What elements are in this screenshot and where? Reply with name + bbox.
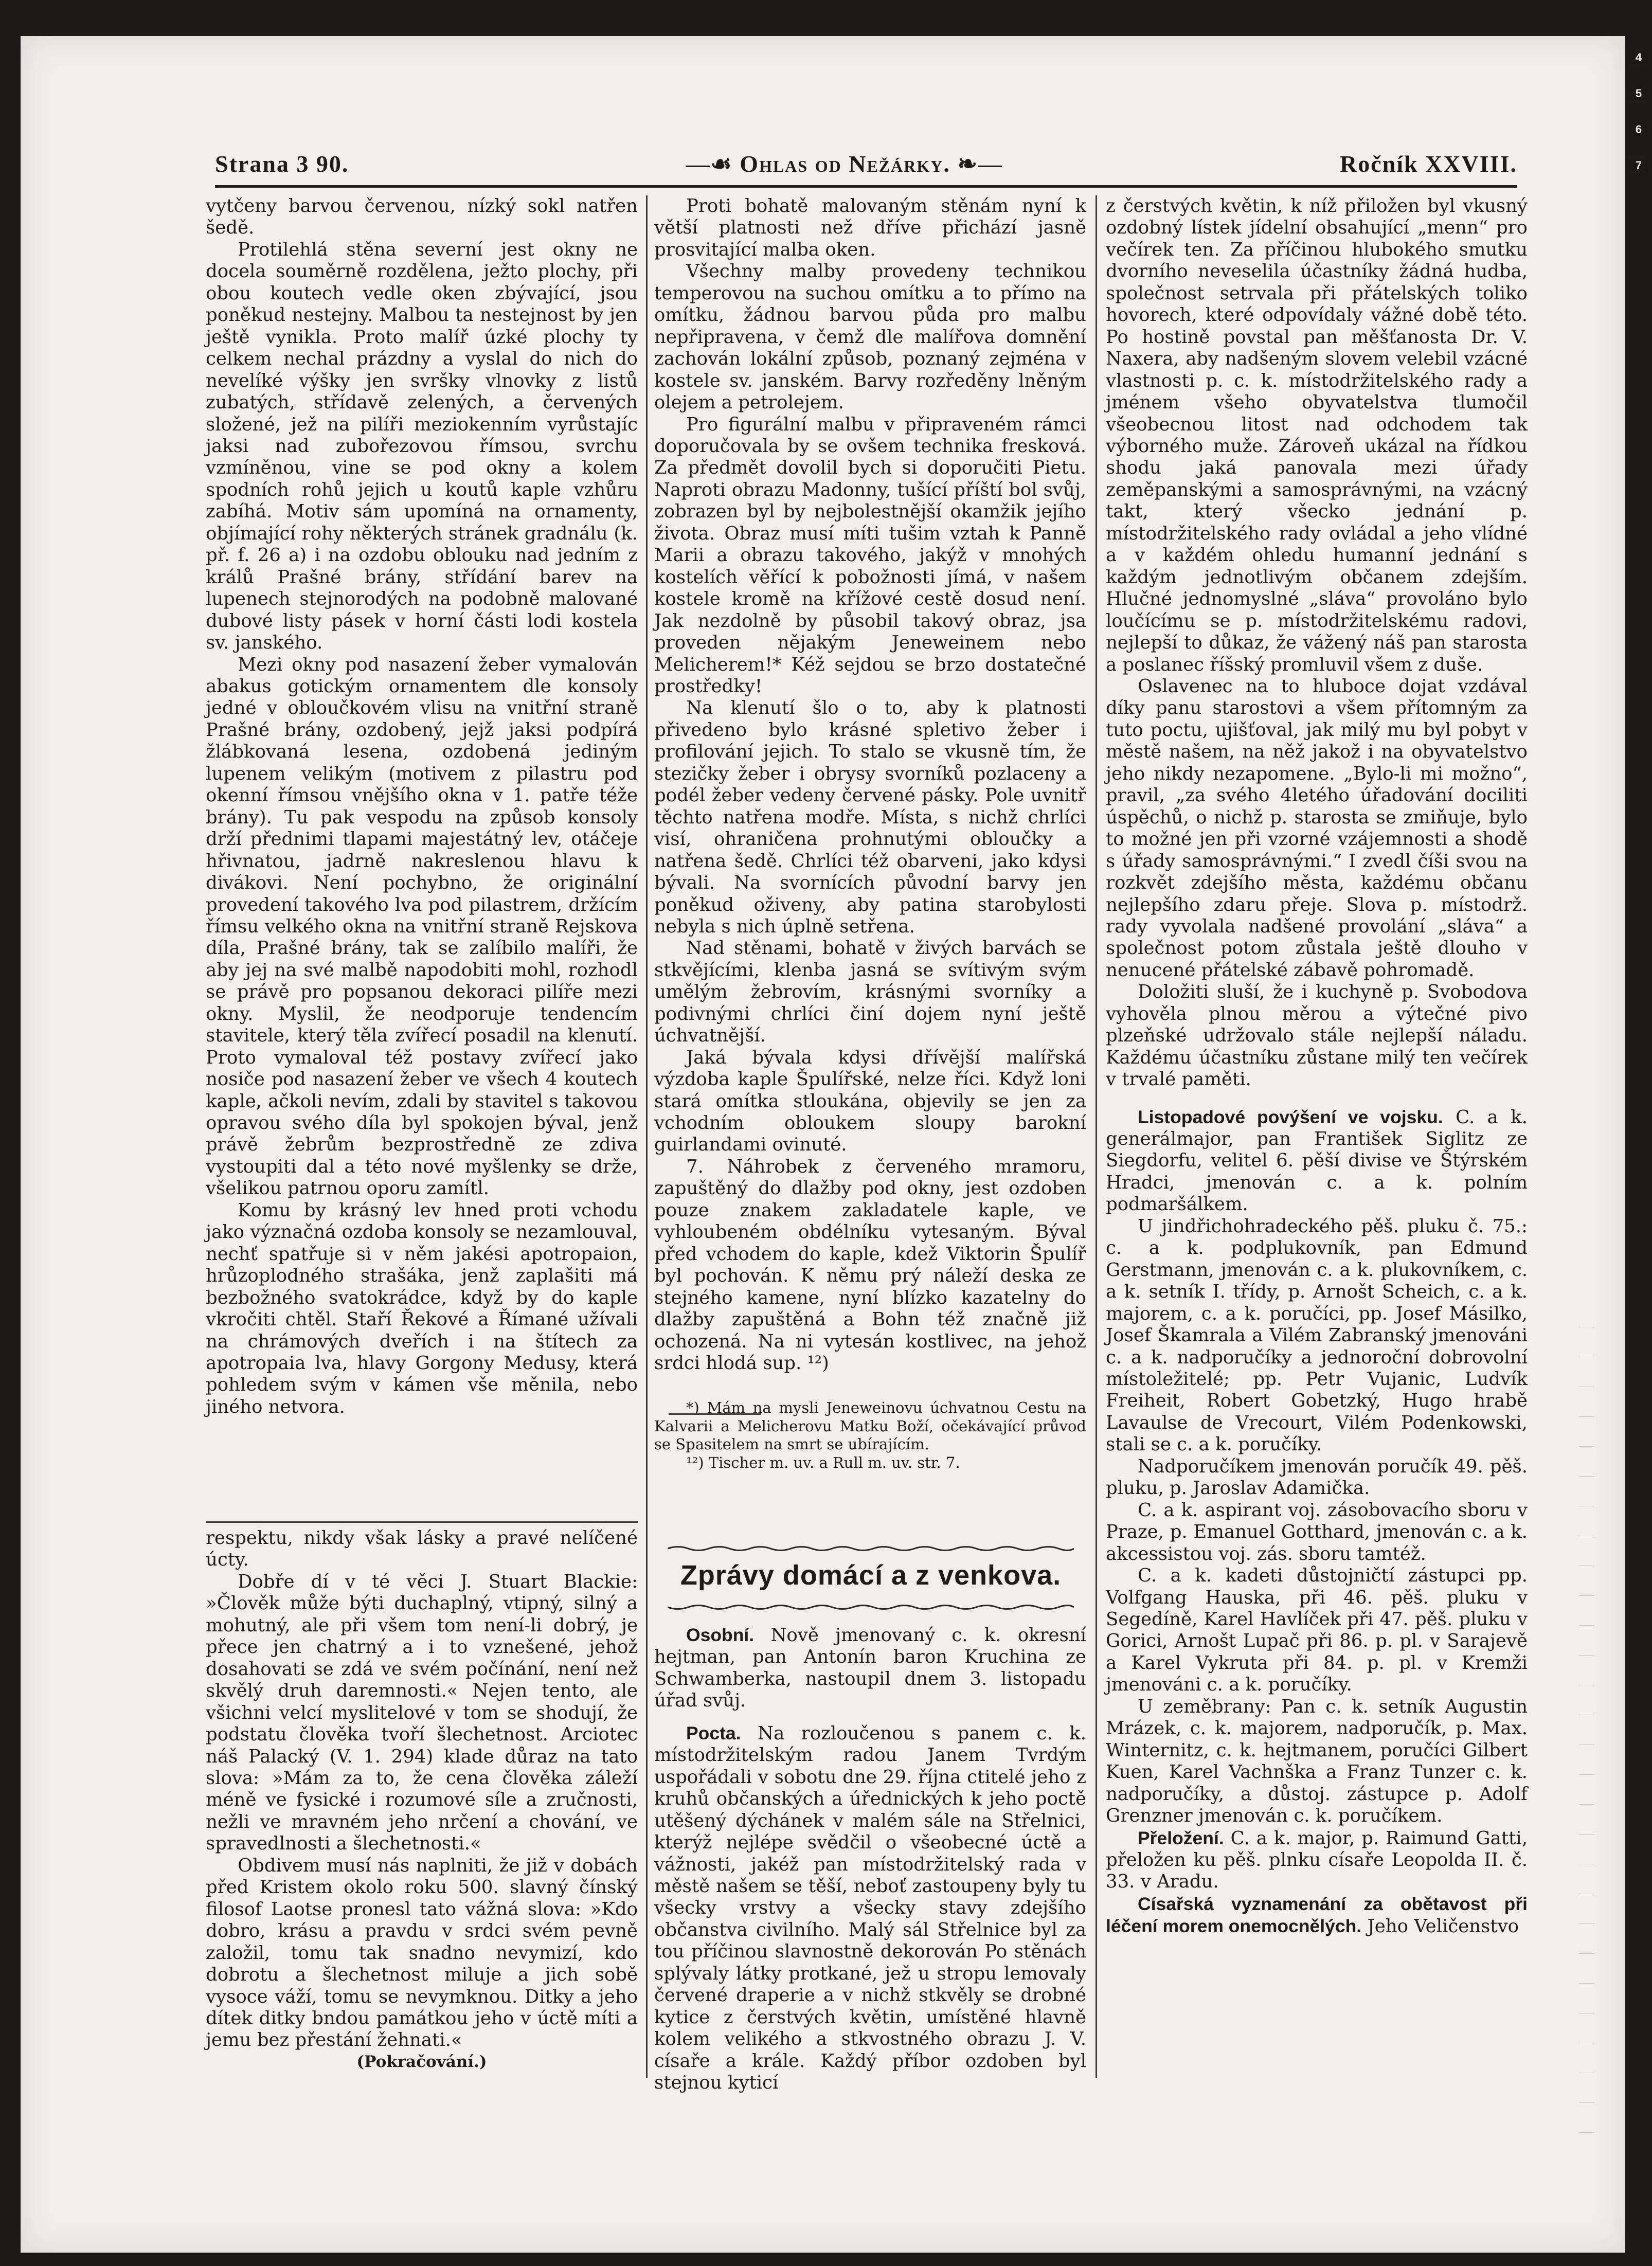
news-item — [1106, 1827, 1528, 1893]
paragraph: Protilehlá stěna severní jest okny ne docela souměrně rozdělena, ježto plochy, při obou koutech vedle oken zbývající, jsou poněkud nestejny. Malbou ta nestejnost by jen ještě vynikla. Proto malíř úzké plochy ty celkem nechal prázdny a vyslal do nich do nevelíké výšky jen svršky vlnovky z listů zubatých, střídavě zelených, a červených složené, jež na pilíři meziokenním vyrůstajíc jaksi nad zubořezovou římsou, svrchu vzmíněnou, vine se pod okny a kolem spodních rohů jejich u koutů kaple vzhůru zabíhá. Motiv sám upomíná na ornamenty, objímající rohy některých stránek gradnálu (k. př. f. 26 a) i na ozdobu oblouku nad jedním z králů Prašné brány, střídání barev na lupenech stejnorodých na podobně malované dubové listy pásek v horní části lodi kostela sv. janského. — [206, 239, 638, 654]
page-number: Strana 3 90. — [215, 150, 349, 177]
news-text: U zeměbrany: Pan c. k. setník Augustin Mrázek, c. k. majorem, nadporučík, p. Max. Winternitz, c. k. hejtmanem, poručíci Gilbert Kuen, Karel Vachnška a Franz Tunzer c. k. nadporučíky, a důstoj. zástupce p. Adolf Grenzner jmenován c. k. poručíkem. — [1106, 1696, 1528, 1827]
news-lead: Pocta. — [686, 1722, 741, 1743]
column-rule — [1096, 195, 1097, 2078]
news-item — [1106, 1500, 1528, 1565]
column-1-lower — [206, 1527, 638, 2072]
section-title: Zprávy domácí a z venkova. — [680, 1560, 1062, 1591]
news-text: Nově jmenovaný c. k. okresní hejtman, pan Antonín baron Kruchina ze Schwamberka, nastoupil dnem 3. listopadu úřad svůj. — [654, 1625, 1086, 1712]
paragraph: Dobře dí v té věci J. Stuart Blackie: »Člověk může býti duchaplný, vtipný, silný a mohutný, ale při všem tom není-li dobrý, je přece jen chatrný a i to vznešené, jehož dosahovati se zdá ve svém počínání, není než skvělý druh daremnosti.« Nejen tento, ale všichni velcí myslitelové v tom se shodují, že podstatu člověka tvoří šlechetnost. Arciotec náš Palacký (V. 1. 294) klade důraz na tato slova: »Mám za to, že cena člověka záleží méně ve fysické i rozumové síle a zručnosti, nežli ve mravném jeho nrčení a chování, ve spravedlnosti a šlechetnosti.« — [206, 1571, 638, 1855]
column-3 — [1106, 195, 1528, 1938]
margin-mark: 7 — [1629, 159, 1648, 172]
paragraph: Pro figurální malbu v připraveném rámci doporučovala by se ovšem technika fresková. Za předmět dovolil bych si doporučiti Pietu. Naproti obrazu Madonny, tušící příští bol svůj, zobrazen byl by nejbolestnější okamžik jejího života. Obraz musí míti tušim vztah k Panně Marii a obrazu takového, jakýž v mnohých kostelích věřící k pobožnosti jímá, v našem kostele kromě na křížové cestě dosud není. Jak nezdolně by působil takový obraz, jsa proveden nějakým Jeneweinem nebo Melicherem!* Kéž sejdou se brzo dostatečné prostředky! — [654, 413, 1086, 697]
paragraph: Obdivem musí nás naplniti, že již v dobách před Kristem okolo roku 500. slavný čínský filosof Laotse pronesl tato vážná slova: »Kdo dobro, krásu a pravdu v srdci svém pevně založil, tomu tak snadno nevymizí, kdo dobrotu a šlechetnost miluje a jich sobě vysoce váží, tomu se nevymknou. Ditky a jeho dítek ditky bndou památkou jeho v úctě míti a jemu bez přestání žehnati.« — [206, 1855, 638, 2051]
news-item — [1106, 1216, 1528, 1456]
section-banner — [657, 1538, 1084, 1618]
news-item — [654, 1722, 1086, 2094]
paragraph: 7. Náhrobek z červeného mramoru, zapuštěný do dlažby pod okny, jest ozdoben pouze znakem zakladatele kaple, ve vyhloubeném obdélníku vytesaným. Býval před vchodem do kaple, kdež Viktorin Špulíř byl pochován. K němu prý náleží deska ze stejného kamene, nyní blízko kazatelny do dlažby zapuštěná a Bohn též značně již ochozená. Na ni vytesán kostlivec, na jehož srdci hlodá sup. ¹²) — [654, 1156, 1086, 1374]
news-item — [1106, 1893, 1528, 1938]
news-text: C. a k. major, p. Raimund Gatti, přeložen ku pěš. plnku císaře Leopolda II. č. 33. v Aradu. — [1106, 1827, 1528, 1893]
news-item — [1106, 1106, 1528, 1216]
column-break-rule — [206, 1521, 638, 1523]
news-lead: Listopadové povýšení ve vojsku. — [1138, 1106, 1443, 1127]
column-rule — [646, 195, 648, 2078]
news-text: C. a k. generálmajor, pan František Siglitz ze Siegdorfu, velitel 6. pěší divise ve Štýrském Hradci, jmenován c. a k. polním podmaršálkem. — [1106, 1106, 1528, 1215]
paragraph: Všechny malby provedeny technikou temperovou na suchou omítku a to přímo na omítku, žádnou barvou půda pro malbu nepřipravena, v čemž dle malířova domnění zachován lokální způsob, poznaný zejména v kostele sv. janském. Barvy rozředěny lněným olejem a petrolejem. — [654, 261, 1086, 413]
news-lead: Osobní. — [686, 1625, 755, 1645]
journal-title: Ohlas od Nežárky. — [740, 151, 950, 177]
margin-mark: 5 — [1629, 87, 1648, 100]
news-text: U jindřichohradeckého pěš. pluku č. 75.: c. a k. podplukovník, pan Edmund Gerstmann, jmenován c. a k. plukovníkem, c. a k. setník I. třídy, p. Arnošt Scheich, c. a k. majorem, c. a k. poručíci, pp. Josef Másilko, Josef Škamrala a Vilém Zabranský jmenováni c. a k. nadporučíky a jednoroční dobrovolní místoležitelé; pp. Petr Vujanic, Ludvík Freiheit, Robert Gobetzký, Hugo hrabě Lavaulse de Vrecourt, Vilém Podenkowski, stali se c. a k. poručíky. — [1106, 1215, 1528, 1455]
paragraph: vytčeny barvou červenou, nízký sokl natřen šedě. — [206, 195, 638, 239]
column-2 — [654, 195, 1086, 1472]
margin-mark: 4 — [1629, 51, 1648, 64]
journal-title-group — [686, 150, 1003, 177]
news-item — [1106, 1696, 1528, 1827]
column-2-news — [654, 1624, 1086, 2094]
news-lead: Přeložení. — [1138, 1827, 1224, 1848]
paragraph: respektu, nikdy však lásky a pravé nelíčené úcty. — [206, 1527, 638, 1571]
flourish-right-icon: ❧— — [957, 151, 1003, 177]
margin-lines — [1579, 1327, 1594, 2150]
footnote: ¹²) Tischer m. uv. a Rull m. uv. str. 7. — [686, 1453, 960, 1471]
news-lead: Císařská vyznamenání za obětavost při léčení morem onemocnělých. — [1106, 1893, 1528, 1937]
margin-mark: 6 — [1629, 123, 1648, 136]
paragraph: Doložiti sluší, že i kuchyně p. Svobodova vyhověla plnou měrou a výtečné pivo plzeňské udržovalo stále nejlepší náladu. Každému účastníku zůstane milý ten večírek v trvalé paměti. — [1106, 981, 1528, 1090]
news-item — [654, 1624, 1086, 1712]
news-text: C. a k. kadeti důstojničtí zástupci pp. Volfgang Hauska, při 46. pěš. pluku v Segedíně, Karel Havlíček při 47. pěš. pluku v Gorici, Arnošt Lupač při 86. p. pl. v Sarajevě a Karel Vykruta při 84. p. pl. v Kremži jmenováni c. a k. poručíky. — [1106, 1565, 1528, 1696]
flourish-left-icon: —☙ — [686, 151, 733, 177]
news-text: Na rozloučenou s panem c. k. místodržitelským radou Janem Tvrdým uspořádali v sobotu dne 29. října ctitelé jeho z kruhů občanských a úřednických k jeho poctě utěšený dýchánek v malém sále na Střelnici, kterýž nejlépe svědčil o všeobecné úctě a vážnosti, jakéž pan místodržitelský rada v městě našem se těší, neboť zastoupeny byly tu všecky vrstvy a všecky stavy zdejšího občanstva civilního. Malý sál Střelnice byl za tou příčinou slavnostně dekorován Po stěnách splývaly látky protkané, jež u stropu lemovaly červené draperie a v nichž stkvěly se drobné kytice z čerstvých květin, umístěné hlavně kolem velikého a stkvostného obrazu J. V. císaře a krále. Každý příbor ozdoben byl stejnou kyticí — [654, 1722, 1086, 2094]
ornament-bottom-icon — [668, 1604, 1074, 1611]
column-1 — [206, 195, 638, 1418]
continued-note: (Pokračování.) — [356, 2052, 487, 2071]
paragraph: Mezi okny pod nasazení žeber vymalován abakus gotickým ornamentem dle konsoly jedné v obloučkovém vlisu na vnitřní straně Prašné brány, ozdobený, jejž jaksi podpírá žlábkovaná lesena, ozdobená jediným lupenem velikým (motivem z pilastru pod okenní římsou vnějšího okna v 1. patře téže brány). Tu pak vespodu na způsob konsoly drží přednimi tlapami majestátný lev, otáčeje hřivnatou, jadrně nakreslenou hlavu k divákovi. Není pochybno, že originální provedení takového lva pod pilastrem, držícím římsu velkého okna na vnitřní straně Rejskova díla, Prašné brány, tak se zalíbilo malíři, že aby jej na své malbě napodobiti mohl, rozhodl se právě pro popsanou dekoraci pilíře mezi okny. Myslil, že neodporuje tendencím stavitele, který těla zvířecí posadil na klenutí. Proto vymaloval též postavy zvířecí jako nosiče pod nasazení žeber ve všech 4 koutech kaple, ačkoli nevím, zdali by stavitel s takovou opravou svého díla byl spokojen býval, jenž právě žebrům bezprostředně ze zdiva vystoupiti dal a této nové myšlenky se drže, všelikou patrnou oporu zamítl. — [206, 654, 638, 1199]
footnote: *) Mám na mysli Jeneweinovu úchvatnou Cestu na Kalvarii a Melicherovu Matku Boží, očekávající průvod se Spasitelem na smrt se ubírajícím. — [654, 1399, 1086, 1453]
header-rule — [215, 185, 1517, 188]
paragraph: Oslavenec na to hluboce dojat vzdával díky panu starostovi a všem přítomným za tuto poctu, ujišťoval, jak milý mu byl pobyt v městě našem, na něž jakož i na obyvatelstvo jeho nikdy nezapomene. „Bylo-li mi možno“, pravil, „za svého 4letého úřadování dociliti úspěchů, o nichž p. starosta se zmiňuje, bylo to možné jen při vzorné vzájemnosti a shodě s úřady samosprávnými.“ I zvedl číši svou na rozkvět zdejšího města, každému občanu nejlepšího zdaru přeje. Slova p. místodrž. rady vyvolala nadšené provolání „sláva“ a společnost potom zůstala ještě dlouho v nenucené přátelské zábavě pohromadě. — [1106, 675, 1528, 981]
paragraph: Jaká bývala kdysi dřívější malířská výzdoba kaple Špulířské, nelze říci. Když loni stará omítka stloukána, objevily se jen za vchodním obloukem sloupy barokní guirlandami ovinuté. — [654, 1047, 1086, 1156]
volume-label: Ročník XXVIII. — [1340, 150, 1517, 177]
news-item — [1106, 1456, 1528, 1500]
paragraph: z čerstvých květin, k níž přiložen byl vkusný ozdobný lístek jídelní obsahující „menn“ pro večírek ten. Za příčinou hlubokého smutku dvorního neveselila účastníky žádná hudba, společnost setrvala při přátelských toliko hovorech, které odpovídaly vážné době této. Po hostině povstal pan měšťanosta Dr. V. Naxera, aby nadšeným slovem velebil vzácné vlastnosti p. c. k. místodržitelského rady a jménem všeho obyvatelstva tlumočil všeobecnou litost nad odchodem tak výborného muže. Zároveň ukázal na řídkou shodu jaká panovala mezi úřady zeměpanskými a samosprávnými, na vzácný takt, který všecko jednání p. místodržitelského rady ovládal a jeho vlídné a v každém ohledu humanní jednání s každým jednotlivým občanem zdejším. Hlučné jednomyslné „sláva“ provoláno bylo loučícímu se p. místodržitelskému radovi, nejlepší to důkaz, že vážený náš pan starosta a poslanec říšský promluvil všem z duše. — [1106, 195, 1528, 675]
news-text: C. a k. aspirant voj. zásobovacího sboru v Praze, p. Emanuel Gotthard, jmenován c. a k. akcessistou voj. zás. sboru tamtéž. — [1106, 1499, 1528, 1564]
paragraph: Na klenutí šlo o to, aby k platnosti přivedeno bylo krásné spletivo žeber i profilování jejich. To stalo se vkusně tím, že stezičky žeber i obrysy svorníků pozlaceny a podél žeber vedeny červené pásky. Pole uvnitř těchto natřena modře. Místa, s nichž chrlíci visí, ohraničena prohnutými obloučky a natřena šedě. Chrlíci též obarveni, jako kdysi bývali. Na svornících původní barvy jen poněkud oživeny, aby patina starobylosti nebyla s nich úplně setřena. — [654, 697, 1086, 937]
page-header — [215, 148, 1517, 179]
ornament-top-icon — [668, 1545, 1074, 1552]
news-text: Jeho Veličenstvo — [1367, 1916, 1519, 1937]
paragraph: Nad stěnami, bohatě v živých barvách se stkvějícími, klenba jasná se svítivým svým umělým žebrovím, krásnými svorníky a podivnými chrlíci činí dojem nyní ještě úchvatnější. — [654, 938, 1086, 1047]
paragraph: Proti bohatě malovaným stěnám nyní k větší platnosti než dříve přichází jasně prosvitající malba oken. — [654, 195, 1086, 260]
paragraph: Komu by krásný lev hned proti vchodu jako význačná ozdoba konsoly se nezamlouval, nechť spatřuje si v něm jakési apotropaion, hrůzoplodného strašáka, jenž zaplašiti má bezbožného svatokrádce, když by do kaple vkročiti chtěl. Staří Řekové a Římané užívali na chrámových dveřích i na štítech za apotropaia lva, hlavy Gorgony Medusy, která pohledem svým v kámen vše měnila, nebo jiného netvora. — [206, 1199, 638, 1417]
news-text: Nadporučíkem jmenován poručík 49. pěš. pluku, p. Jaroslav Adamička. — [1106, 1455, 1528, 1499]
news-item — [1106, 1565, 1528, 1696]
